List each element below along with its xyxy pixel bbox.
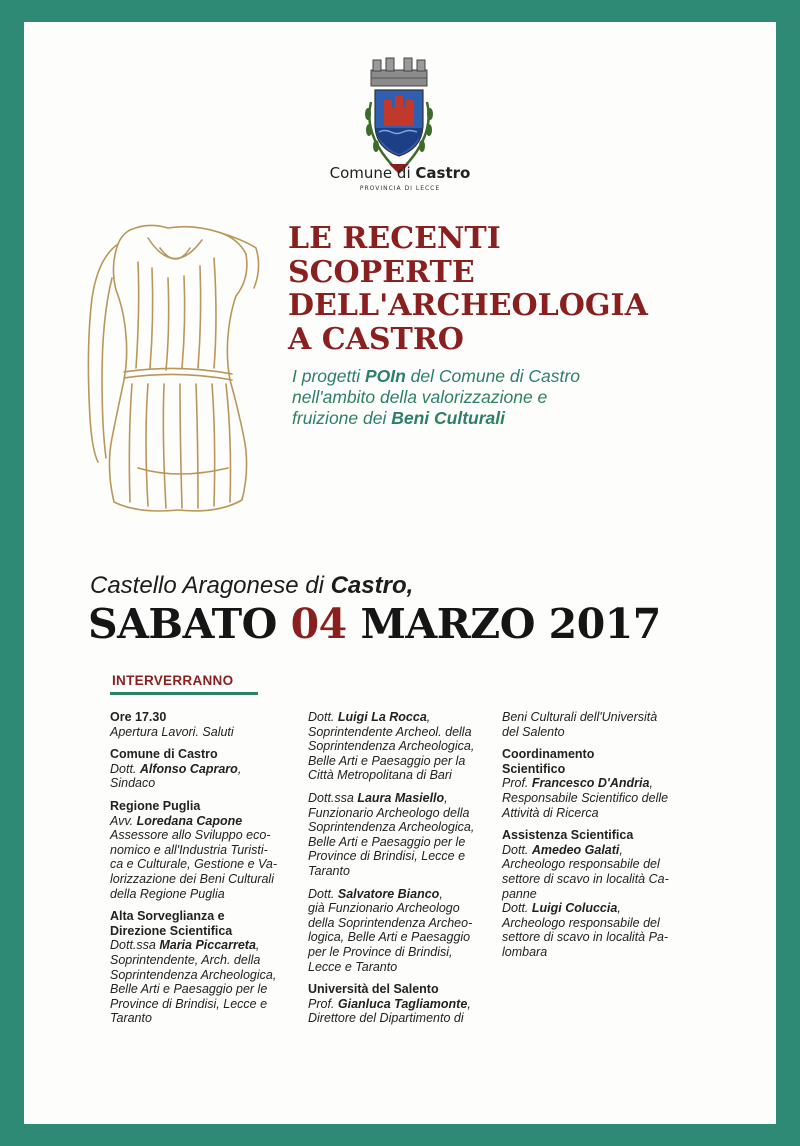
program-entry (110, 799, 300, 901)
comune-prefix: Comune di (329, 164, 411, 182)
speaker-title: Prof. (308, 996, 338, 1011)
entry-text: Beni Culturali dell'Università (502, 710, 658, 724)
speaker-full-name: Amedeo Galati (531, 842, 620, 857)
speakers-column-3 (502, 710, 712, 968)
entry-text: Soprintendenza Archeologica, (110, 967, 277, 982)
program-entry (110, 747, 300, 791)
entry-text: Soprintendente Archeol. della (308, 724, 472, 739)
program-entry (110, 909, 300, 1026)
entry-text: Apertura Lavori. Saluti (110, 724, 234, 739)
entry-heading: Ore 17.30 (110, 710, 167, 724)
speaker-punct: , (426, 710, 431, 724)
speaker-title: Dott. (502, 842, 532, 857)
comune-city: Castro (415, 164, 471, 182)
entry-text: Città Metropolitana di Bari (308, 768, 452, 783)
speaker-name (110, 762, 300, 777)
entry-heading: Coordinamento (502, 747, 595, 762)
speakers-section-label: INTERVERRANNO (112, 673, 234, 688)
speaker-full-name: Francesco D'Andria (531, 776, 650, 791)
comune-name (254, 164, 546, 182)
entry-text: Attività di Ricerca (502, 805, 599, 820)
venue-prefix: Castello Aragonese di (90, 572, 324, 599)
speaker-title: Dott.ssa (110, 938, 160, 953)
entry-text: Lecce e Taranto (308, 959, 398, 974)
entry-text: Sindaco (110, 776, 156, 791)
speaker-name (308, 791, 498, 806)
entry-text: panne (502, 886, 537, 901)
section-divider (110, 692, 258, 695)
entry-text: ca e Culturale, Gestione e Va- (110, 857, 277, 872)
entry-heading: Università del Salento (308, 982, 439, 997)
entry-text: lorizzazione dei Beni Culturali (110, 871, 274, 886)
entry-heading: Alta Sorveglianza e (110, 909, 225, 924)
subtitle-line: nell'ambito della valorizzazione e (292, 387, 548, 407)
event-subtitle (292, 366, 712, 429)
entry-text: Archeologo responsabile del (502, 857, 660, 872)
entry-text: Soprintendenza Archeologica, (308, 820, 475, 835)
subtitle-emphasis: POIn (364, 366, 406, 386)
subtitle-text: fruizione dei (292, 408, 392, 428)
speaker-title: Prof. (502, 776, 532, 791)
speaker-title: Dott.ssa (308, 790, 358, 805)
subtitle-emphasis: Beni Culturali (391, 408, 505, 428)
speaker-punct: , (255, 938, 260, 953)
entry-heading: Regione Puglia (110, 798, 201, 813)
entry-text: Funzionario Archeologo della (308, 805, 470, 820)
speaker-punct: , (467, 996, 471, 1011)
entry-text: Assessore allo Sviluppo eco- (110, 828, 271, 843)
speaker-name (110, 938, 300, 953)
speaker-title: Dott. (308, 710, 338, 724)
municipal-crest-icon (359, 52, 439, 180)
entry-text: Belle Arti e Paesaggio per le (110, 982, 268, 997)
program-entry (502, 710, 712, 739)
speaker-full-name: Salvatore Bianco (337, 886, 440, 901)
title-line: SCOPERTE (288, 254, 475, 290)
entry-text: Province di Brindisi, Lecce e (110, 996, 268, 1011)
speaker-name (308, 887, 498, 902)
speaker-full-name: Luigi La Rocca (337, 710, 427, 724)
speakers-column-2 (308, 710, 498, 1034)
entry-text: settore di scavo in località Ca- (502, 871, 669, 886)
speaker-name (502, 776, 712, 791)
speaker-name (110, 814, 300, 829)
entry-text: Province di Brindisi, Lecce e (308, 849, 466, 864)
entry-text: della Regione Puglia (110, 886, 225, 901)
entry-text: settore di scavo in località Pa- (502, 930, 669, 945)
speaker-full-name: Laura Masiello (357, 790, 445, 805)
greek-tunic-sculpture-icon (68, 218, 280, 518)
speaker-name (308, 710, 498, 725)
entry-text: logica, Belle Arti e Paesaggio (308, 930, 471, 945)
poster-sheet (24, 22, 776, 1124)
speaker-full-name: Luigi Coluccia (531, 901, 618, 916)
speaker-title: Dott. (308, 886, 338, 901)
speaker-title: Dott. (502, 901, 532, 916)
entry-heading: Comune di Castro (110, 747, 218, 762)
entry-text: Belle Arti e Paesaggio per le (308, 834, 466, 849)
speakers-column-1 (110, 710, 300, 1034)
venue-name: Castro, (330, 572, 414, 599)
program-entry (110, 710, 300, 739)
subtitle-line (292, 366, 712, 387)
speaker-punct: , (649, 776, 653, 791)
speaker-full-name: Alfonso Capraro (139, 761, 238, 776)
entry-text: Belle Arti e Paesaggio per la (308, 753, 466, 768)
entry-heading: Direzione Scientifica (110, 923, 233, 938)
subtitle-line (292, 408, 712, 429)
subtitle-text: del Comune di Castro (405, 366, 580, 386)
venue-line (90, 572, 740, 600)
entry-heading: Scientifico (502, 761, 566, 776)
title-line: LE RECENTI (288, 221, 501, 256)
speaker-name (308, 997, 498, 1012)
speaker-title: Avv. (110, 813, 137, 828)
program-entry (308, 710, 498, 783)
entry-text: nomico e all'Industria Turisti- (110, 842, 268, 857)
entry-text: Direttore del Dipartimento di (308, 1011, 464, 1026)
entry-text: lombara (502, 944, 548, 959)
title-line: A CASTRO (288, 321, 464, 357)
speaker-name (502, 901, 712, 916)
entry-text: del Salento (502, 724, 565, 739)
speaker-punct: , (439, 886, 443, 901)
program-entry (308, 887, 498, 975)
entry-text: per le Province di Brindisi, (308, 944, 453, 959)
program-entry (502, 828, 712, 959)
speaker-name (502, 843, 712, 858)
date-month-year: MARZO 2017 (360, 600, 661, 648)
entry-text: Soprintendente, Arch. della (110, 952, 261, 967)
speaker-full-name: Maria Piccarreta (159, 938, 256, 953)
title-line: DELL'ARCHEOLOGIA (288, 288, 648, 323)
entry-text: già Funzionario Archeologo (308, 901, 460, 916)
date-weekday: SABATO (88, 600, 277, 648)
entry-text: Archeologo responsabile del (502, 915, 660, 930)
speaker-full-name: Loredana Capone (136, 813, 243, 828)
speaker-punct: , (617, 901, 621, 916)
entry-text: della Soprintendenza Archeo- (308, 915, 473, 930)
program-entry (502, 747, 712, 820)
speaker-punct: , (237, 761, 242, 776)
entry-text: Soprintendenza Archeologica, (308, 739, 475, 754)
provincia-label: PROVINCIA DI LECCE (359, 185, 441, 192)
program-entry (308, 982, 498, 1026)
entry-heading: Assistenza Scientifica (502, 828, 634, 843)
subtitle-text: I progetti (292, 366, 365, 386)
event-title (288, 222, 758, 356)
speaker-title: Dott. (110, 761, 140, 776)
speaker-punct: , (444, 790, 448, 805)
entry-text: Taranto (110, 1011, 152, 1026)
program-entry (308, 791, 498, 879)
event-date (88, 600, 768, 648)
speaker-punct: , (619, 842, 623, 857)
entry-text: Responsabile Scientifico delle (502, 790, 669, 805)
date-day: 04 (290, 600, 347, 648)
speaker-full-name: Gianluca Tagliamonte (337, 996, 468, 1011)
entry-text: Taranto (308, 863, 350, 878)
